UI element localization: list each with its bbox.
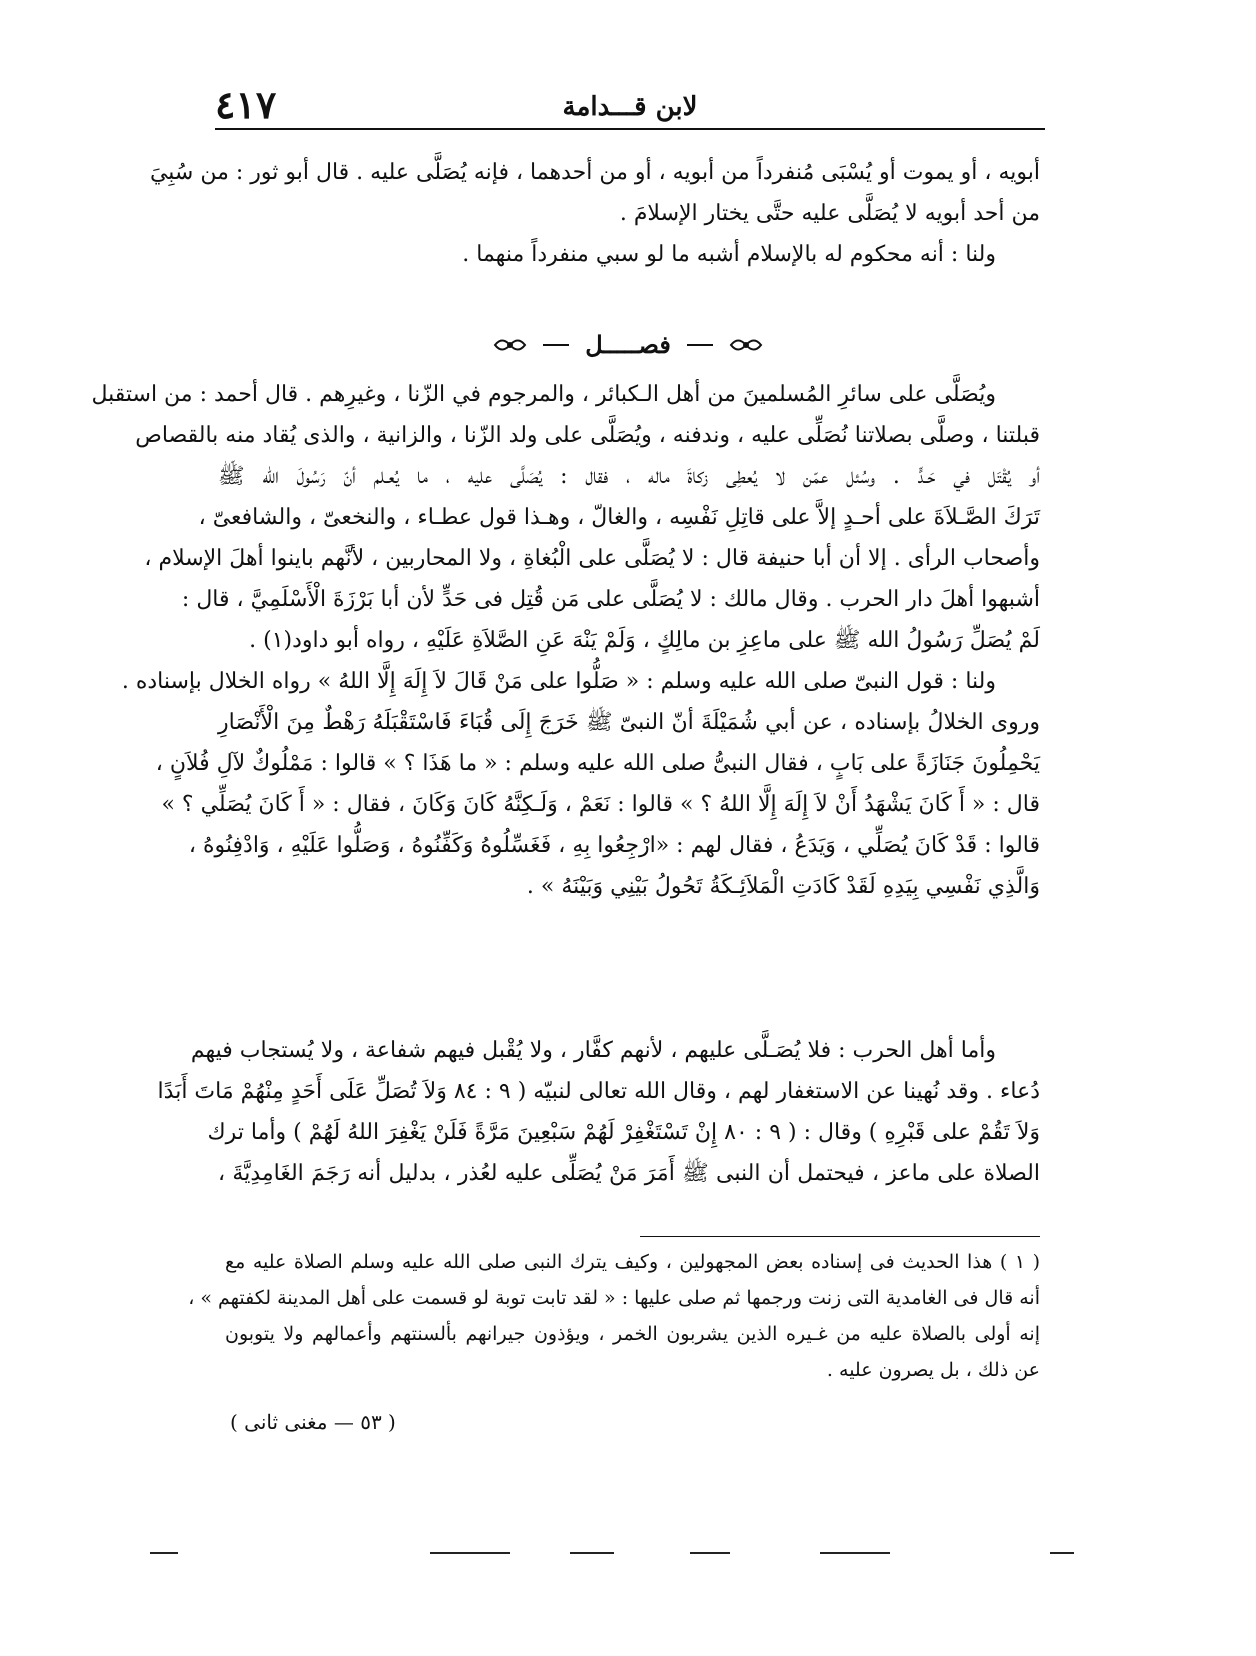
- text-line: أشبهوا أهلَ دار الحرب . وقال مالك : لا يُصَلَّى على مَن قُتِل فى حَدٍّ لأن أبا بَرْزَةَ الْأَسْلَمِيَّ ، قال :: [181, 587, 1040, 612]
- section-heading: [0, 330, 1256, 360]
- text-line: وَالَّذِي نَفْسِي بِيَدِهِ لَقَدْ كَادَتِ الْمَلاَئِـكَةُ تَحُولُ بَيْنِي وَبَيْنَهُ » .: [526, 874, 1040, 899]
- text-line: قال : « أَ كَانَ يَشْهَدُ أَنْ لاَ إِلَهَ إِلَّا اللهُ ؟ » قالوا : نَعَمْ ، وَلَـكِنَّهُ كَانَ وَكَانَ ، فقال : « أَ كَانَ يُصَلِّي ؟ »: [161, 792, 1040, 817]
- paragraph-intro: [149, 152, 1040, 275]
- page-header: [215, 82, 1045, 130]
- text-line: تَرَكَ الصَّـلاَةَ على أحـدٍ إلاَّ على قاتِلِ نَفْسِه ، والغالّ ، وهـذا قول عطـاء ، والنخعىّ ، والشافعىّ ،: [198, 505, 1040, 530]
- text-line: أبويه ، أو يموت أو يُسْبَى مُنفرداً من أبويه ، أو من أحدهما ، فإنه يُصَلَّى عليه . قال أبو ثور : من سُبِيَ: [149, 160, 1040, 185]
- text-line: الصلاة على ماعز ، فيحتمل أن النبى ﷺ أَمَرَ مَنْ يُصَلِّى عليه لعُذر ، بدليل أنه رَجَمَ الغَامِدِيَّةَ ،: [218, 1161, 1040, 1186]
- scan-artifact: [570, 1552, 614, 1554]
- scan-artifact: [150, 1552, 178, 1554]
- text-line: لَمْ يُصَلِّ رَسُولُ الله ﷺ على ماعِزِ بن مالِكٍ ، وَلَمْ يَنْهَ عَنِ الصَّلاَةِ عَلَيْهِ ، رواه أبو داود(١) .: [249, 628, 1040, 653]
- scan-artifact: [690, 1552, 730, 1554]
- heading-dash: [543, 344, 569, 346]
- footnotes: [188, 1244, 1041, 1388]
- text-line: أو يُقْتَل في حَـدٍّ . وسُئل عمّن لا يُعطِى زكاةَ ماله ، فقال : يُصَلَّى عليه ، ما يُعـلم أنّ رَسُولَ الله ﷺ: [218, 464, 1040, 489]
- footnote-line: عن ذلك ، بل يصرون عليه .: [826, 1359, 1040, 1381]
- footnote-line: إنه أولى بالصلاة عليه من غـيره الذين يشربون الخمر ، ويؤذون جيرانهم بألسنتهم وأعمالهم ولا يتوبون: [225, 1323, 1040, 1345]
- text-line: من أحد أبويه لا يُصَلَّى عليه حتَّى يختار الإسلامَ .: [619, 201, 1040, 226]
- text-line: دُعاء . وقد نُهينا عن الاستغفار لهم ، وقال الله تعالى لنبيّه ( ٩ : ٨٤ وَلاَ تُصَلِّ عَلَى أَحَدٍ مِنْهُمْ مَاتَ أَبَدًا: [157, 1079, 1040, 1104]
- footnote-rule: [640, 1236, 1040, 1237]
- ornament-icon: [493, 334, 527, 356]
- footnote-line: أنه قال فى الغامدية التى زنت ورجمها ثم صلى عليها : « لقد تابت توبة لو قسمت على أهل المدينة لكفتهم » ،: [188, 1287, 1040, 1309]
- text-line: ولنا : أنه محكوم له بالإسلام أشبه ما لو سبي منفرداً منهما .: [462, 242, 996, 267]
- heading-dash: [687, 344, 713, 346]
- text-line: وَلاَ تَقُمْ على قَبْرِهِ ) وقال : ( ٩ : ٨٠ إِنْ تَسْتَغْفِرْ لَهُمْ سَبْعِينَ مَرَّةً فَلَنْ يَغْفِرَ اللهُ لَهُمْ ) وأما ترك: [207, 1120, 1040, 1145]
- scan-artifact: [820, 1552, 890, 1554]
- running-title: لابن قـــدامة: [562, 92, 698, 122]
- scan-artifact: [1050, 1552, 1074, 1554]
- text-line: وأما أهل الحرب : فلا يُصَـلَّى عليهم ، لأنهم كفَّار ، ولا يُقْبل فيهم شفاعة ، ولا يُستجاب فيهم: [190, 1038, 996, 1063]
- text-line: وروى الخلالُ بإسناده ، عن أبي شُمَيْلَةَ أنّ النبىّ ﷺ خَرَجَ إِلَى قُبَاءَ فَاسْتَقْبَلَهُ رَهْطٌ مِنَ الْأَنْصَارِ: [218, 710, 1040, 735]
- text-line: وأصحاب الرأى . إلا أن أبا حنيفة قال : لا يُصَلَّى على الْبُغاةِ ، ولا المحاربين ، لأنَّهم باينوا أهلَ الإسلام ،: [144, 546, 1040, 571]
- ornament-icon: [729, 334, 763, 356]
- signature-mark: ( ٥٣ — مغنى ثانى ): [230, 1410, 396, 1434]
- header-rule: [215, 128, 1045, 130]
- page-number: ٤١٧: [215, 82, 277, 127]
- text-line: ويُصَلَّى على سائرِ المُسلمينَ من أهل الـكبائر ، والمرجوم في الزّنا ، وغيرِهم . قال أحمد : من استقبل: [91, 382, 996, 407]
- paragraph-main: [91, 374, 1040, 907]
- scan-artifact: [430, 1552, 510, 1554]
- text-line: قبلتنا ، وصلَّى بصلاتنا نُصَلِّى عليه ، وندفنه ، ويُصَلَّى على ولد الزّنا ، والزانية ، والذى يُقاد منه بالقصاص: [135, 423, 1040, 448]
- paragraph-war: [157, 1030, 1040, 1194]
- footnote-line: ( ١ ) هذا الحديث فى إسناده بعض المجهولين ، وكيف يترك النبى صلى الله عليه وسلم الصلاة عليه مع: [225, 1251, 1041, 1273]
- text-line: يَحْمِلُونَ جَنَازَةً على بَابٍ ، فقال النبىُّ صلى الله عليه وسلم : « ما هَذَا ؟ » قالوا : مَمْلُوكٌ لآلِ فُلاَنٍ ،: [155, 751, 1040, 776]
- text-line: قالوا : قَدْ كَانَ يُصَلِّي ، وَيَدَعُ ، فقال لهم : «ارْجِعُوا بِهِ ، فَغَسِّلُوهُ وَكَفِّنُوهُ ، وَصَلُّوا عَلَيْهِ ، وَادْفِنُوهُ ،: [188, 833, 1040, 858]
- section-heading-text: فصـــــل: [585, 330, 671, 359]
- text-line: ولنا : قول النبىّ صلى الله عليه وسلم : « صَلُّوا على مَنْ قَالَ لاَ إِلَهَ إِلَّا اللهُ » رواه الخلال بإسناده .: [121, 669, 996, 694]
